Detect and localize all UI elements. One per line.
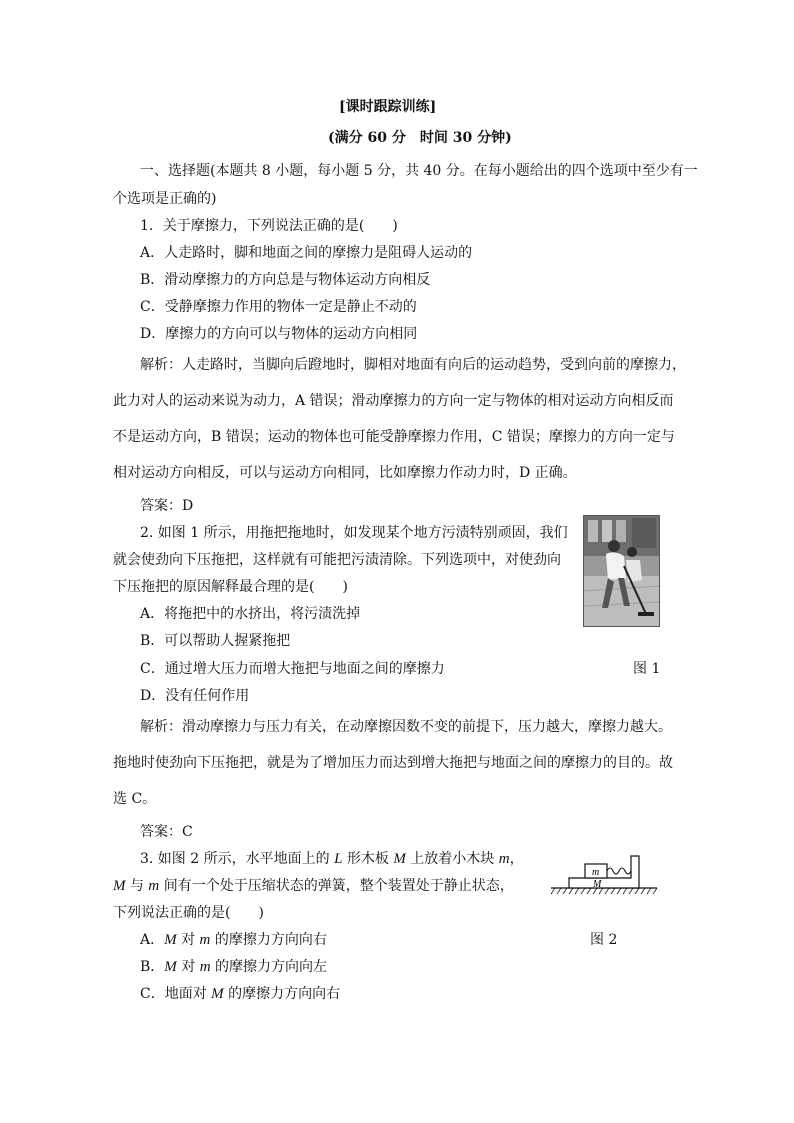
q3-option-b bbox=[140, 958, 327, 976]
q2-answer: 答案：C bbox=[140, 824, 193, 840]
figure-1-photo bbox=[583, 515, 660, 627]
q1-option-b: B．滑动摩擦力的方向总是与物体运动方向相反 bbox=[140, 272, 431, 288]
section-intro-line1: 一、选择题(本题共 8 小题，每小题 5 分，共 40 分。在每小题给出的四个选项中至少有一 bbox=[140, 163, 698, 179]
q3-opt-b-prefix: B． bbox=[140, 959, 165, 975]
q3-opt-b-M: M bbox=[164, 959, 177, 975]
q2-analysis-line3: 选 C。 bbox=[113, 791, 157, 807]
q1-option-a: A．人走路时，脚和地面之间的摩擦力是阻碍人运动的 bbox=[140, 245, 473, 261]
q3-option-a bbox=[140, 931, 327, 949]
q2-analysis-line1: 解析：滑动摩擦力与压力有关，在动摩擦因数不变的前提下，压力越大，摩擦力越大。 bbox=[140, 719, 672, 735]
figure-1-label: 图 1 bbox=[633, 661, 661, 677]
q2-option-c: C．通过增大压力而增大拖把与地面之间的摩擦力 bbox=[140, 661, 445, 677]
q3-opt-c-post: 的摩擦力方向向右 bbox=[223, 986, 341, 1002]
q2-analysis-line2: 拖地时使劲向下压拖把，就是为了增加压力而达到增大拖把与地面之间的摩擦力的目的。故 bbox=[113, 755, 673, 771]
page-title: [课时跟踪训练] bbox=[339, 99, 437, 115]
figure-2-label-m: m bbox=[592, 867, 600, 878]
q1-analysis-line2: 此力对人的运动来说为动力，A 错误；滑动摩擦力的方向一定与物体的相对运动方向相反而 bbox=[113, 393, 674, 409]
q3-opt-b-m: m bbox=[199, 959, 211, 975]
q3-stem-text-2: 形木板 bbox=[342, 851, 394, 867]
q2-option-a: A．将拖把中的水挤出，将污渍洗掉 bbox=[140, 606, 361, 622]
q3-stem-text-4: ， bbox=[509, 851, 524, 867]
q2-option-b: B．可以帮助人握紧拖把 bbox=[140, 633, 291, 649]
mopping-photo-illustration bbox=[584, 516, 659, 626]
q2-option-d: D．没有任何作用 bbox=[140, 688, 250, 704]
q3-opt-a-M: M bbox=[164, 932, 177, 948]
q2-stem-line2: 就会使劲向下压拖把，这样就有可能把污渍清除。下列选项中，对使劲向 bbox=[113, 552, 561, 568]
q3-opt-a-mid: 对 bbox=[176, 932, 200, 948]
q3-opt-a-m: m bbox=[199, 932, 211, 948]
q2-stem-line3: 下压拖把的原因解释最合理的是( ) bbox=[113, 579, 348, 595]
q3-stem-text-5: 与 bbox=[125, 878, 149, 894]
page-subtitle: (满分 60 分 时间 30 分钟) bbox=[328, 130, 512, 146]
q3-stem-line3: 下列说法正确的是( ) bbox=[113, 905, 264, 921]
q3-stem-text-1: 3. 如图 2 所示，水平地面上的 bbox=[140, 851, 335, 867]
q3-opt-c-prefix: C．地面对 bbox=[140, 986, 212, 1002]
q1-stem: 1．关于摩擦力，下列说法正确的是( ) bbox=[140, 218, 398, 234]
q3-stem-line1 bbox=[140, 850, 524, 868]
q1-option-d: D．摩擦力的方向可以与物体的运动方向相同 bbox=[140, 326, 418, 342]
section-intro-line2: 个选项是正确的) bbox=[113, 191, 217, 207]
q3-opt-b-post: 的摩擦力方向向左 bbox=[210, 959, 327, 975]
q3-opt-c-M: M bbox=[211, 986, 224, 1002]
q3-opt-b-mid: 对 bbox=[176, 959, 200, 975]
q3-option-c bbox=[140, 985, 340, 1003]
ground-hatch bbox=[551, 888, 657, 894]
q3-stem-line2 bbox=[113, 877, 514, 895]
figure-2-label: 图 2 bbox=[590, 932, 618, 948]
q3-var-m-2: m bbox=[148, 878, 160, 894]
q3-var-m: m bbox=[498, 851, 510, 867]
q1-analysis-line1: 解析：人走路时，当脚向后蹬地时，脚相对地面有向后的运动趋势，受到向前的摩擦力， bbox=[140, 357, 686, 373]
q3-var-M-2: M bbox=[113, 878, 126, 894]
q1-analysis-line4: 相对运动方向相反，可以与运动方向相同，比如摩擦力作动力时，D 正确。 bbox=[113, 465, 577, 481]
q3-var-M: M bbox=[393, 851, 406, 867]
spring bbox=[607, 868, 631, 874]
q2-stem-line1: 2. 如图 1 所示，用拖把拖地时，如发现某个地方污渍特别顽固，我们 bbox=[140, 525, 568, 541]
q3-var-L: L bbox=[334, 851, 343, 867]
q3-opt-a-prefix: A． bbox=[140, 932, 165, 948]
q1-option-c: C．受静摩擦力作用的物体一定是静止不动的 bbox=[140, 299, 417, 315]
q3-stem-text-3: 上放着小木块 bbox=[405, 851, 499, 867]
q1-answer: 答案：D bbox=[140, 498, 194, 514]
figure-2-label-M: M bbox=[593, 879, 602, 890]
figure-2-diagram bbox=[549, 844, 659, 900]
q3-stem-text-6: 间有一个处于压缩状态的弹簧，整个装置处于静止状态， bbox=[159, 878, 514, 894]
q3-opt-a-post: 的摩擦力方向向右 bbox=[210, 932, 327, 948]
q1-analysis-line3: 不是运动方向，B 错误；运动的物体也可能受静摩擦力作用，C 错误；摩擦力的方向一定与 bbox=[113, 429, 675, 445]
